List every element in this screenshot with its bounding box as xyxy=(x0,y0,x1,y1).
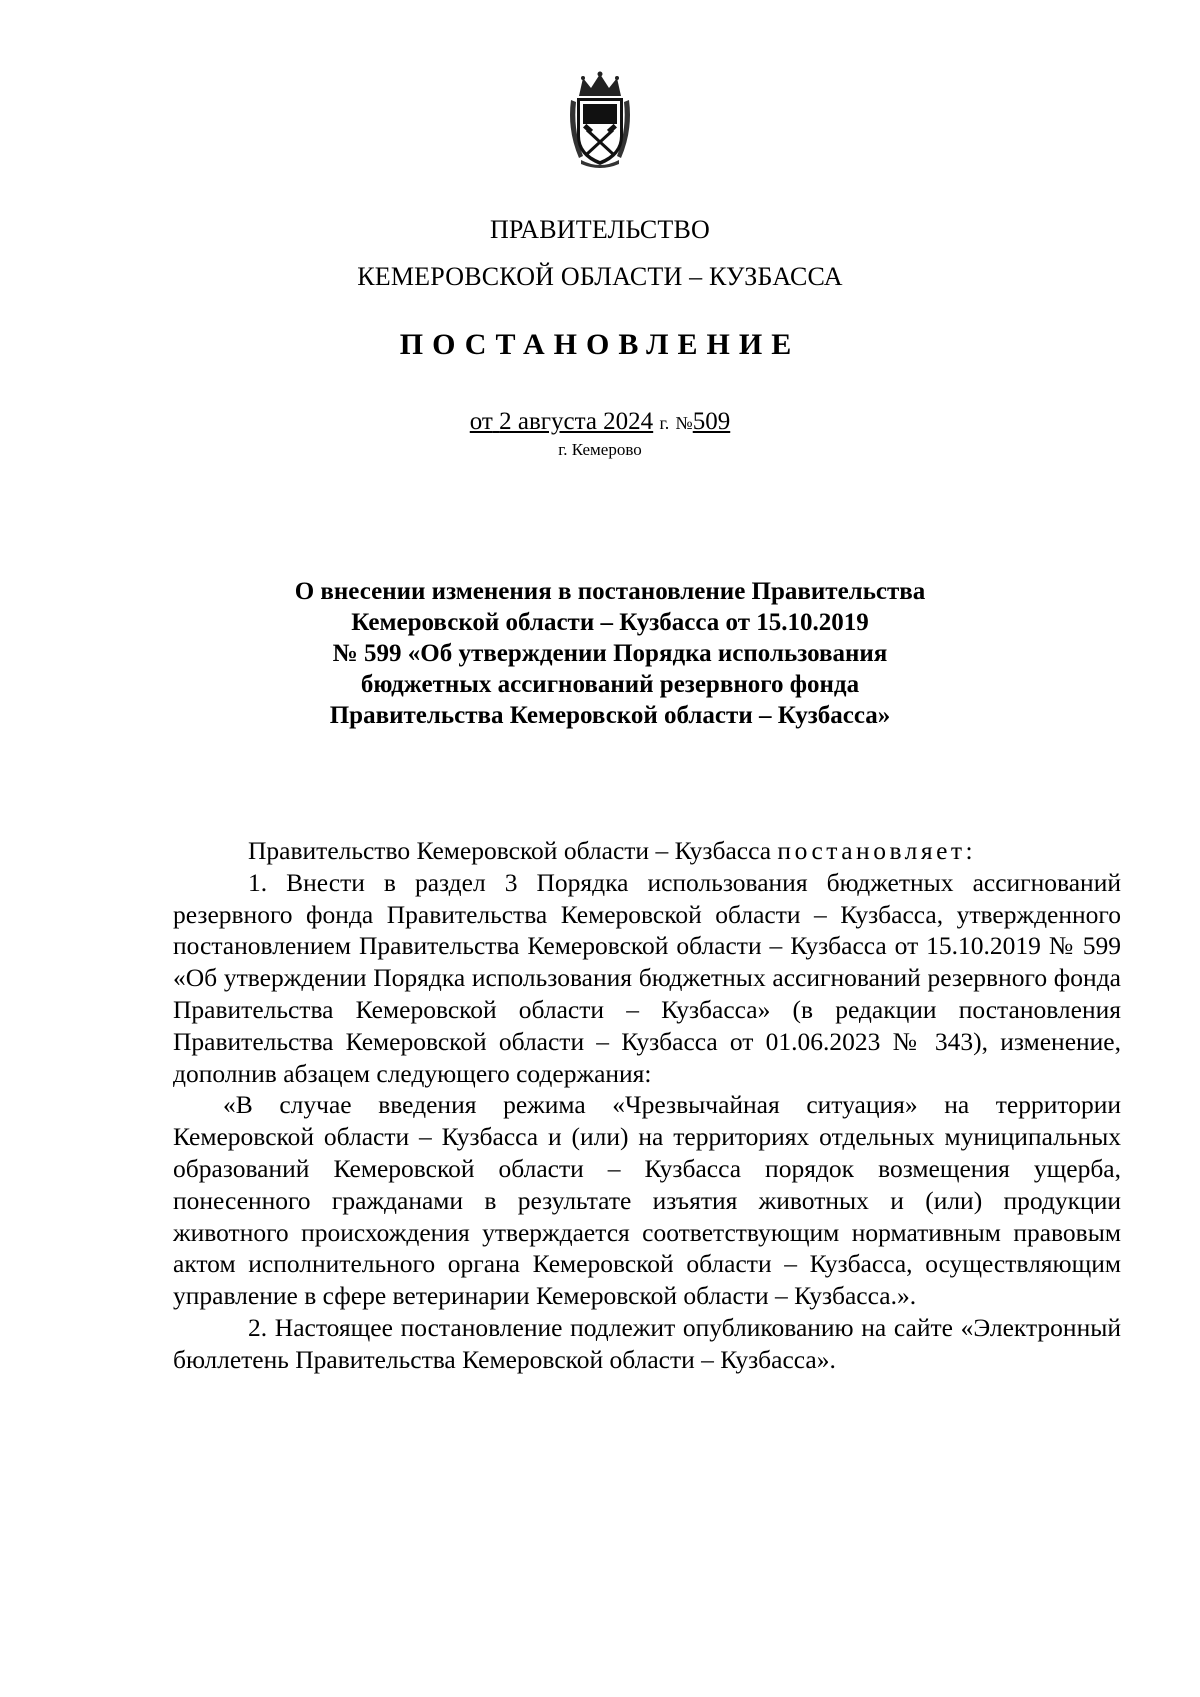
issuer-line-2: КЕМЕРОВСКОЙ ОБЛАСТИ – КУЗБАССА xyxy=(357,262,843,291)
issuer-line-1: ПРАВИТЕЛЬСТВО xyxy=(489,215,711,244)
document-date: 2 августа 2024 xyxy=(499,408,654,435)
title-line: Кемеровской области – Кузбасса от 15.10.2019 xyxy=(351,609,869,636)
preamble-text: Правительство Кемеровской области – Кузбасса xyxy=(248,836,778,865)
title-line: бюджетных ассигнований резервного фонда xyxy=(360,671,860,698)
document-title xyxy=(250,576,970,731)
document-number: 509 xyxy=(692,408,731,435)
coat-of-arms-emblem xyxy=(565,70,635,170)
preamble-paragraph xyxy=(173,835,1121,867)
title-line: Правительства Кемеровской области – Кузбасса» xyxy=(329,702,891,729)
quoted-paragraph: «В случае введения режима «Чрезвычайная ситуация» на территории Кемеровской области – Кузбасса и (или) на территориях отдельных муниципальных образований Кемеровской области – Кузбасса порядок возмещения ущерба, понесенного гражданами в результате изъятия животных и (или) продукции животного происхождения утверждается соответствующим нормативным правовым актом исполнительного органа Кемеровской области – Кузбасса, осуществляющим управление в сфере ветеринарии Кемеровской области – Кузбасса.». xyxy=(173,1090,1121,1311)
document-body xyxy=(173,835,1121,1376)
item-2-paragraph: 2. Настоящее постановление подлежит опубликованию на сайте «Электронный бюллетень Правительства Кемеровской области – Кузбасса». xyxy=(173,1312,1121,1374)
number-prefix: № xyxy=(675,413,693,433)
date-prefix: от xyxy=(469,408,493,435)
title-line: № 599 «Об утверждении Порядка использования xyxy=(332,640,888,667)
year-suffix: г. xyxy=(659,413,670,433)
date-number-line xyxy=(0,408,1200,436)
document-type-heading: ПОСТАНОВЛЕНИЕ xyxy=(399,328,801,361)
title-line: О внесении изменения в постановление Правительства xyxy=(294,578,926,605)
item-1-paragraph: 1. Внести в раздел 3 Порядка использования бюджетных ассигнований резервного фонда Правительства Кемеровской области – Кузбасса, утвержденного постановлением Правительства Кемеровской области – Кузбасса от 15.10.2019 № 599 «Об утверждении Порядка использования бюджетных ассигнований резервного фонда Правительства Кемеровской области – Кузбасса» (в редакции постановления Правительства Кемеровской области – Кузбасса от 01.06.2023 № 343), изменение, дополнив абзацем следующего содержания: xyxy=(173,867,1121,1088)
city-line: г. Кемерово xyxy=(558,440,642,459)
preamble-verb: постановляет: xyxy=(777,836,977,865)
